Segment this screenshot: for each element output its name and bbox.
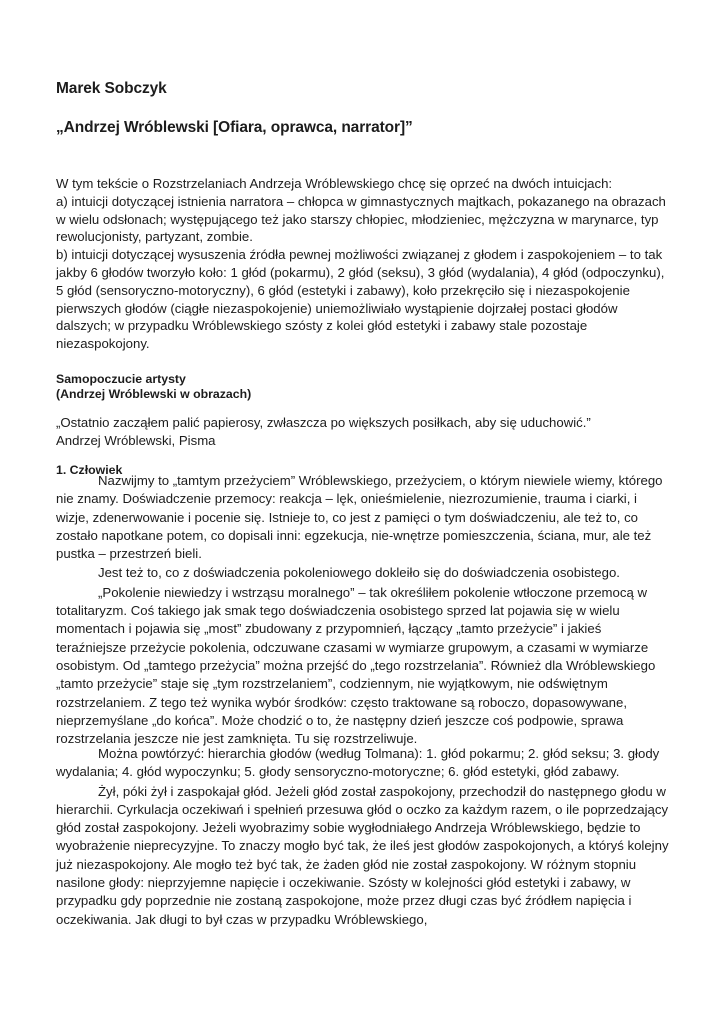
quote-text: „Ostatnio zacząłem palić papierosy, zwłaszcza po większych posiłkach, aby się uduchowić.” xyxy=(56,415,591,430)
author-name: Marek Sobczyk xyxy=(56,80,167,97)
intro-line: b) intuicji dotyczącej wysuszenia źródła pewnej możliwości związanej z głodem i zaspokojeniem – to tak jakby 6 głodów tworzyło koło: 1 głód (pokarmu), 2 głód (seksu), 3 głód (wydalania), 4 głód (odpoczynku), 5 głód (sensoryczno-motoryczny), 6 głód (estetyki i zabawy), koło przekręciło się i niezaspokojenie pierwszych głodów (ciągłe niezaspokojenie) uniemożliwiało wystąpienie dojrzałej postaci głodów dalszych; w przypadku Wróblewskiego szósty z kolei głód estetyki i zabawy stale pozostaje niezaspokojony. xyxy=(56,247,665,352)
epigraph-quote xyxy=(56,414,672,450)
intro-line: a) intuicji dotyczącej istnienia narratora – chłopca w gimnastycznych majtkach, pokazanego na obrazach w wielu odsłonach; występującego też jako starszy chłopiec, młodzieniec, mężczyzna w marynarce, typ rewolucjonisty, partyzant, zombie. xyxy=(56,193,666,245)
body-paragraph: Nazwijmy to „tamtym przeżyciem” Wróblewskiego, przeżyciem, o którym niewiele wiemy, którego nie znamy. Doświadczenie przemocy: reakcja – lęk, onieśmielenie, niezrozumienie, trauma i ciarki, i wizje, zdenerwowanie i pocenie się. Istnieje to, co jest z pamięci o tym doświadczeniu, ale też to, co zostało napotkane potem, co dopisali inni: egzekucja, nie-wnętrze pomieszczenia, ściana, mur, ale też pustka – przestrzeń bieli. xyxy=(56,473,663,562)
body-paragraph: Żył, póki żył i zaspokajał głód. Jeżeli głód został zaspokojony, przechodził do następnego głodu w hierarchii. Cyrkulacja oczekiwań i spełnień przesuwa głód o oczko za każdym razem, o ile poprzedzający głód został zaspokojony. Jeżeli wyobrazimy sobie wygłodniałego Andrzeja Wróblewskiego, będzie to wyobrażenie nieprecyzyjne. To znaczy mogło być tak, że ileś jest głodów zaspokojonych, a któryś kolejny już niezaspokojony. Ale mogło też być tak, że żaden głód nie został zaspokojony. W różnym stopniu nasilone głody: nieprzyjemne napięcie i oczekiwanie. Szósty w kolejności głód estetyki i zabawy, w przypadku gdy poprzednie nie zostaną zaspokojone, może przez długi czas być źródłem napięcia i oczekiwania. Jak długi to był czas w przypadku Wróblewskiego, xyxy=(56,783,669,927)
section-heading-line1: Samopoczucie artysty xyxy=(56,372,186,386)
body-paragraph: „Pokolenie niewiedzy i wstrząsu moralnego” – tak określiłem pokolenie wtłoczone przemocą w totalitaryzm. Coś takiego jak smak tego doświadczenia osobistego sprzed lat pojawia się w wielu momentach i pojawia się „most” zbudowany z przypomnień, łączący „tamto przeżycie” i jakieś teraźniejsze przeżycie pokolenia, odczuwane czasami w wymiarze grupowym, a czasami w wymiarze osobistym. Od „tamtego przeżycia” można przejść do „tego rozstrzelania”. Również dla Wróblewskiego „tamto przeżycie” staje się „tym rozstrzelaniem”, codziennym, nie wyjątkowym, nie odświętnym rozstrzelaniem. Z tego też wynika wybór środków: często traktowane są roboczo, dopasowywane, nieprzemyślane „do końca”. Może chodzić o to, że następny dzień jeszcze coś podpowie, sprawa rozstrzelania jeszcze nie jest zamknięta. Tu się rozstrzeliwuje. xyxy=(56,584,656,747)
body-section-2 xyxy=(56,745,672,929)
quote-source: Andrzej Wróblewski, Pisma xyxy=(56,432,216,448)
essay-title: „Andrzej Wróblewski [Ofiara, oprawca, narrator]” xyxy=(56,119,413,136)
body-section-1 xyxy=(56,472,672,748)
chapter-subheading: 1. Człowiek xyxy=(56,463,123,477)
intro-line: W tym tekście o Rozstrzelaniach Andrzeja Wróblewskiego chcę się oprzeć na dwóch intuicjach: xyxy=(56,176,613,191)
body-paragraph: Jest też to, co z doświadczenia pokoleniowego dokleiło się do doświadczenia osobistego. xyxy=(98,565,620,581)
intro-paragraph xyxy=(56,175,672,353)
section-heading xyxy=(56,372,251,402)
section-heading-line2: (Andrzej Wróblewski w obrazach) xyxy=(56,387,252,401)
body-paragraph: Można powtórzyć: hierarchia głodów (według Tolmana): 1. głód pokarmu; 2. głód seksu; 3. głody wydalania; 4. głód wypoczynku; 5. głody sensoryczno-motoryczne; 6. głód estetyki, głód zabawy. xyxy=(56,746,660,780)
